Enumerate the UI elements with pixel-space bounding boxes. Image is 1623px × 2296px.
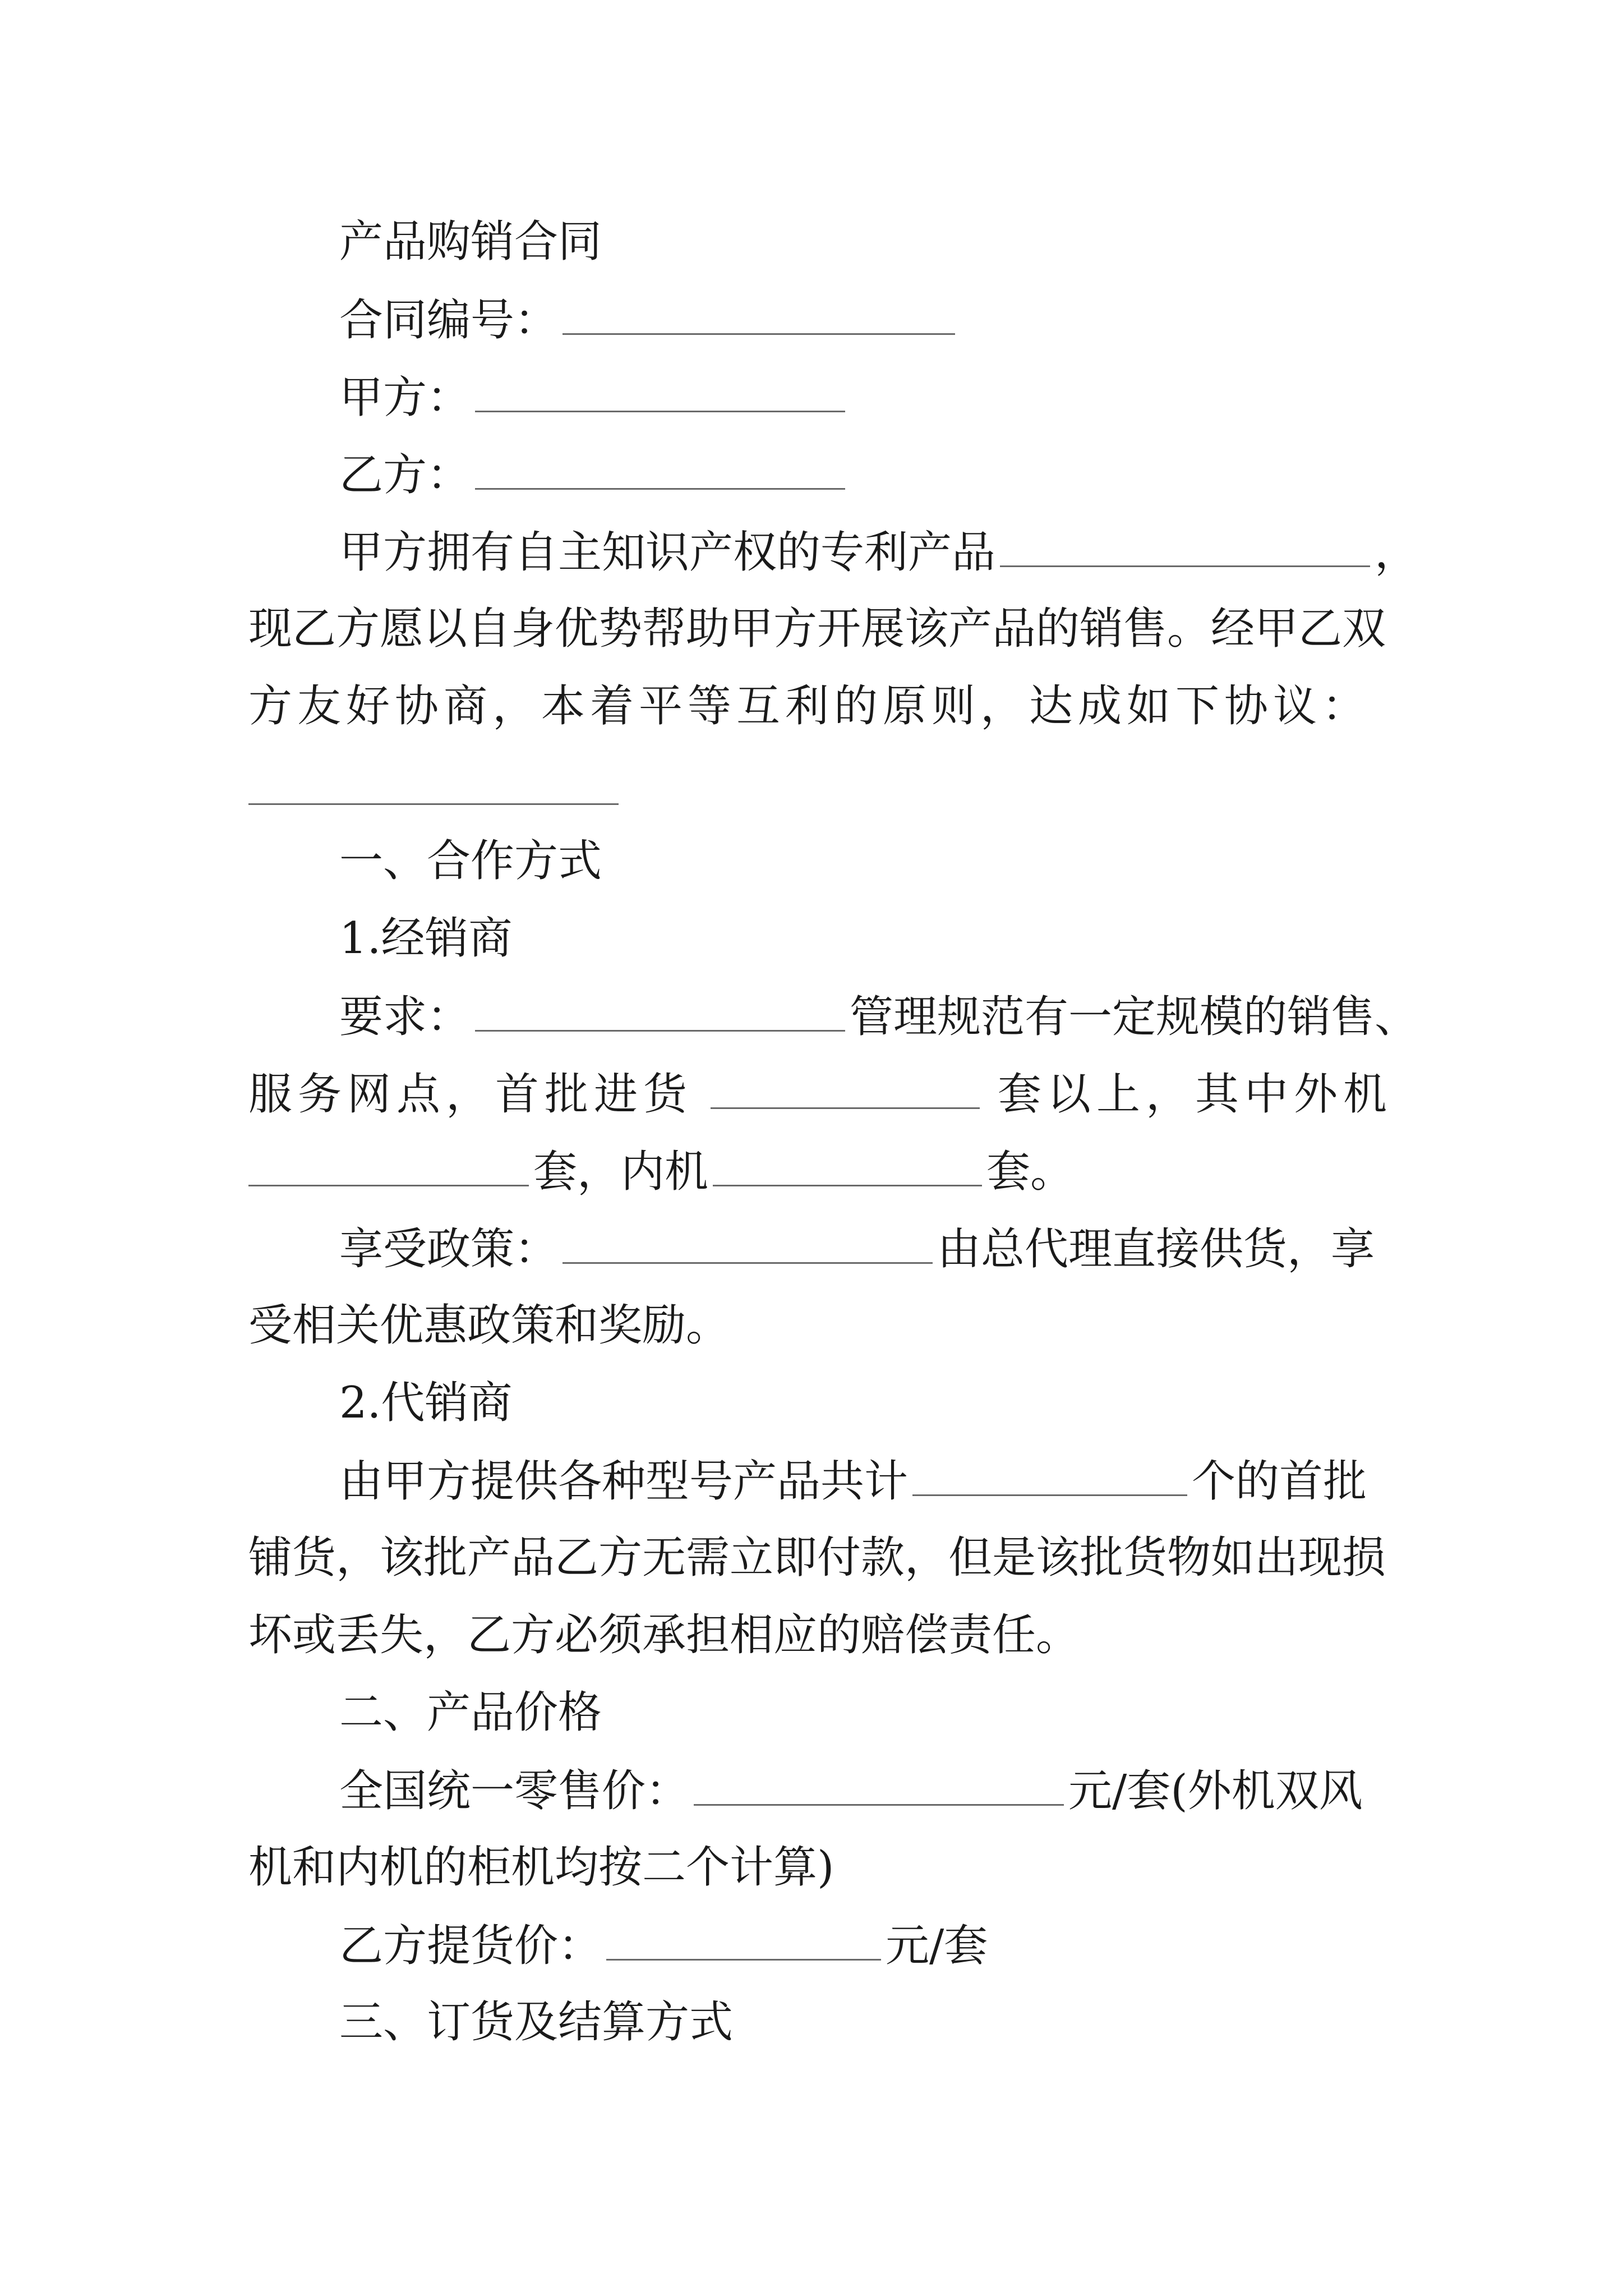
requirement-text-3b: 套。 xyxy=(986,1147,1075,1197)
requirement-line-3 xyxy=(248,1147,1075,1197)
pickup-price-line xyxy=(339,1921,988,1971)
section-1-heading: 一、合作方式 xyxy=(339,836,602,886)
product-count-blank[interactable] xyxy=(912,1458,1187,1496)
contract-number-label: 合同编号： xyxy=(339,295,559,346)
retail-price-blank[interactable] xyxy=(694,1768,1064,1806)
item-1-heading: 1.经销商 xyxy=(339,913,513,964)
policy-label: 享受政策： xyxy=(339,1224,559,1274)
agent-line-2: 铺货，该批产品乙方无需立即付款，但是该批货物如出现损 xyxy=(248,1533,1386,1583)
party-a-label: 甲方： xyxy=(339,372,471,423)
party-b-blank[interactable] xyxy=(475,452,845,490)
requirement-text-2a: 服务网点，首批进货 xyxy=(248,1069,693,1120)
policy-text-1: 由总代理直接供货，享 xyxy=(937,1224,1375,1274)
intro-line-3: 方友好协商，本着平等互利的原则，达成如下协议： xyxy=(248,681,1371,731)
intro-text-1a: 甲方拥有自主知识产权的专利产品 xyxy=(339,527,996,578)
document-title: 产品购销合同 xyxy=(339,217,602,267)
intro-line-1 xyxy=(339,527,1419,578)
intro-text-1b: ， xyxy=(1375,527,1419,578)
pickup-price-text: 元/套 xyxy=(886,1921,988,1971)
party-a-blank[interactable] xyxy=(475,375,845,412)
requirement-text-3a: 套，内机 xyxy=(533,1147,709,1197)
policy-line-2: 受相关优惠政策和奖励。 xyxy=(248,1300,730,1351)
retail-price-line-2: 机和内机的柜机均按二个计算) xyxy=(248,1842,834,1893)
retail-price-line-1 xyxy=(339,1766,1363,1816)
outdoor-unit-blank[interactable] xyxy=(248,1149,529,1186)
agent-text-1a: 由甲方提供各种型号产品共计 xyxy=(339,1456,909,1507)
requirement-line-2 xyxy=(248,1069,1393,1120)
policy-blank[interactable] xyxy=(562,1226,933,1264)
section-3-heading: 三、订货及结算方式 xyxy=(339,1997,734,2047)
agent-line-1 xyxy=(339,1456,1367,1507)
agent-line-3: 坏或丢失，乙方必须承担相应的赔偿责任。 xyxy=(248,1610,1080,1660)
party-a-line xyxy=(339,372,850,423)
first-order-blank[interactable] xyxy=(711,1071,980,1109)
pickup-price-label: 乙方提货价： xyxy=(339,1921,602,1971)
party-b-label: 乙方： xyxy=(339,450,471,500)
retail-price-label: 全国统一零售价： xyxy=(339,1766,690,1816)
pickup-price-blank[interactable] xyxy=(606,1923,881,1961)
separator-blank[interactable] xyxy=(248,803,619,805)
contract-number-line xyxy=(339,295,960,346)
retail-price-text: 元/套(外机双风 xyxy=(1068,1766,1363,1816)
contract-number-blank[interactable] xyxy=(562,297,955,335)
indoor-unit-blank[interactable] xyxy=(713,1149,982,1186)
requirement-text-1: 管理规范有一定规模的销售、 xyxy=(850,992,1419,1042)
patent-product-blank[interactable] xyxy=(1000,530,1370,567)
requirement-blank[interactable] xyxy=(475,994,845,1032)
requirement-label: 要求： xyxy=(339,992,471,1042)
section-2-heading: 二、产品价格 xyxy=(339,1687,602,1738)
intro-line-2: 现乙方愿以自身优势帮助甲方开展该产品的销售。经甲乙双 xyxy=(248,604,1386,654)
requirement-text-2b: 套以上，其中外机 xyxy=(997,1069,1393,1120)
agent-text-1b: 个的首批 xyxy=(1192,1456,1367,1507)
party-b-line xyxy=(339,450,850,500)
item-2-heading: 2.代销商 xyxy=(339,1378,513,1428)
policy-line-1 xyxy=(339,1224,1375,1274)
requirement-line-1 xyxy=(339,992,1419,1042)
